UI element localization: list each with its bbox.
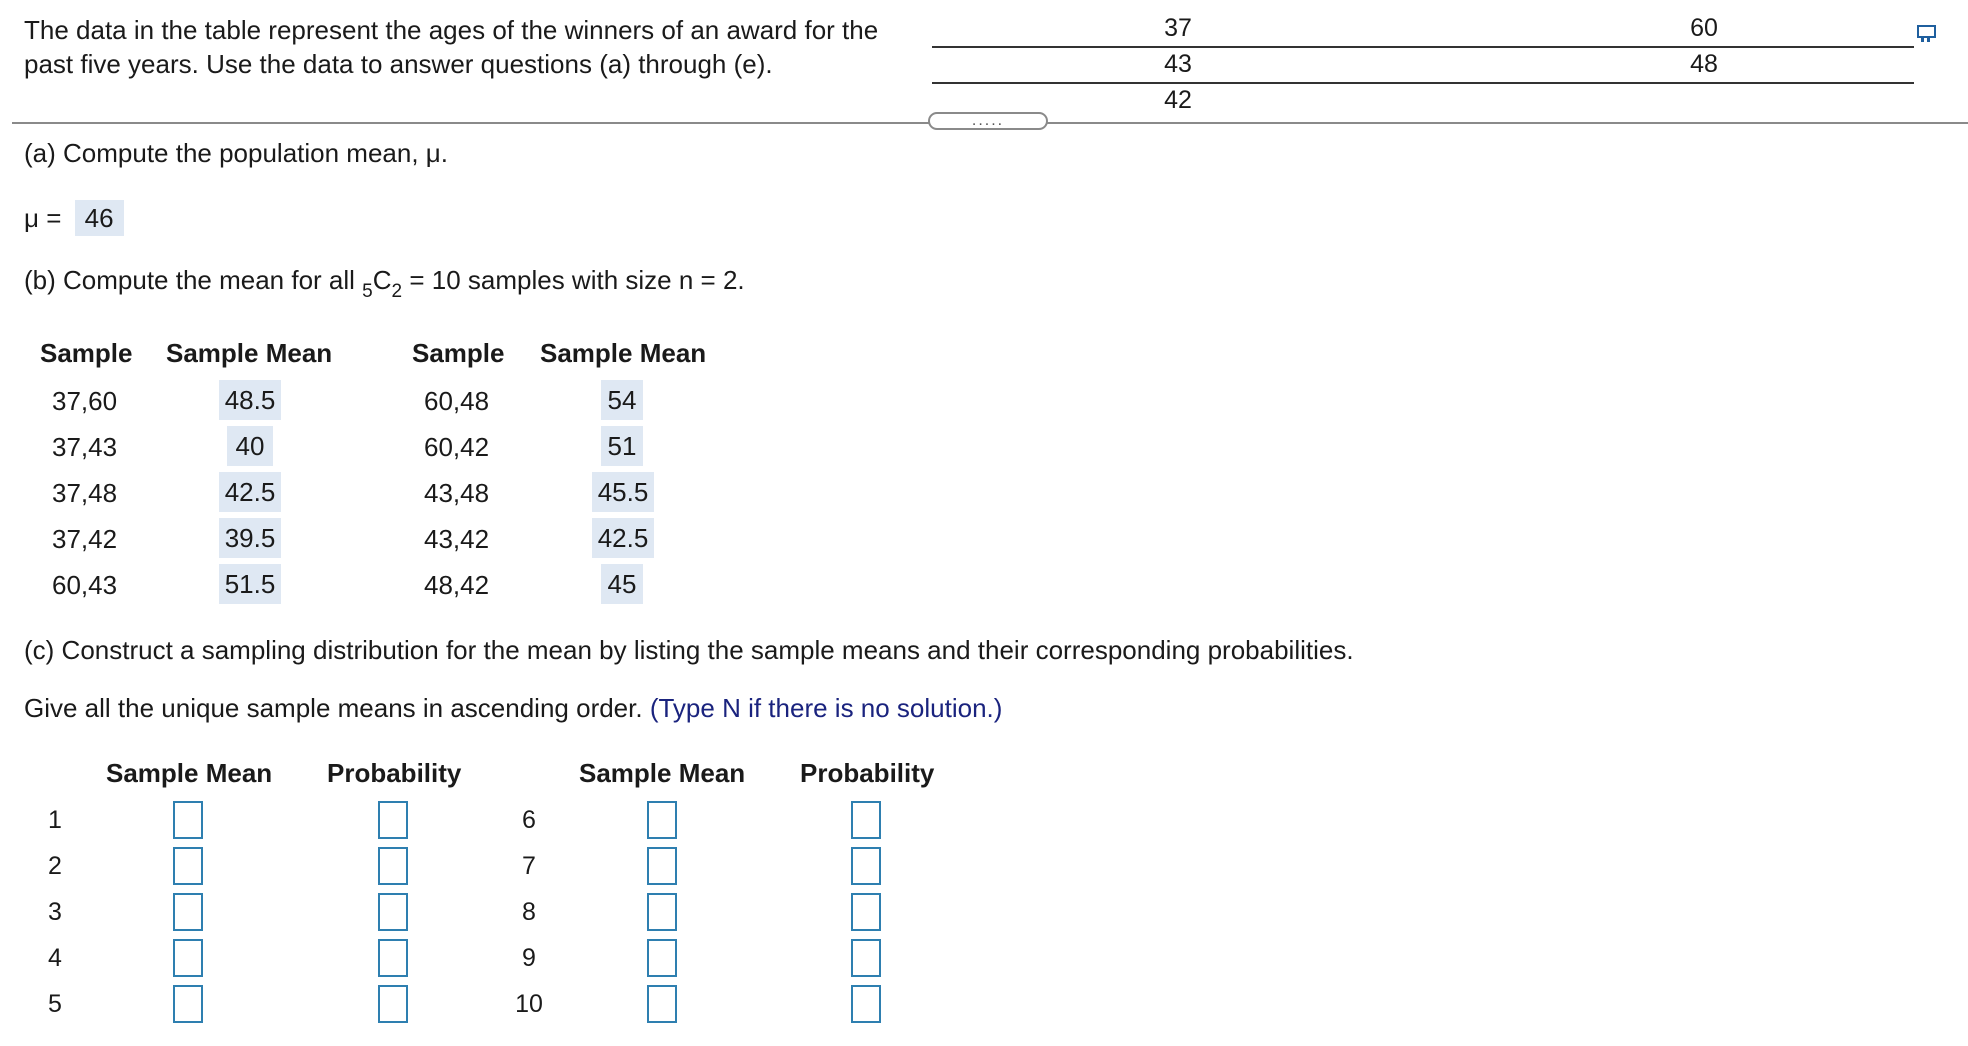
row-number: 3 — [48, 898, 62, 926]
sample-mean-answer[interactable]: 48.5 — [219, 380, 281, 420]
sample-mean-answer[interactable]: 51 — [601, 426, 643, 466]
col-header-sample-mean: Sample Mean — [166, 338, 333, 368]
col-header-probability: Probability — [800, 758, 935, 788]
probability-input[interactable] — [851, 893, 881, 931]
expand-collapse-button[interactable]: ..... — [928, 112, 1048, 130]
sample-mean-answer[interactable]: 45 — [601, 564, 643, 604]
data-cell: 43 — [1164, 50, 1192, 78]
sample-mean-answer[interactable]: 51.5 — [219, 564, 281, 604]
probability-input[interactable] — [851, 985, 881, 1023]
part-a-answer — [24, 200, 124, 236]
sample-mean-input[interactable] — [173, 801, 203, 839]
row-number: 8 — [522, 898, 536, 926]
probability-input[interactable] — [378, 985, 408, 1023]
row-number: 2 — [48, 852, 62, 880]
sample-pair: 60,42 — [424, 432, 490, 462]
sample-mean-answer[interactable]: 40 — [227, 426, 273, 466]
probability-input[interactable] — [378, 939, 408, 977]
row-number: 10 — [515, 990, 543, 1018]
sample-mean-input[interactable] — [647, 893, 677, 931]
col-header-sample-mean: Sample Mean — [540, 338, 707, 368]
sample-mean-answer[interactable]: 39.5 — [219, 518, 281, 558]
sample-pair: 48,42 — [424, 570, 490, 600]
sample-mean-answer[interactable]: 42.5 — [592, 518, 654, 558]
answer-hint: (Type N if there is no solution.) — [649, 693, 1003, 723]
sample-pair: 37,60 — [52, 386, 118, 416]
probability-input[interactable] — [851, 801, 881, 839]
sample-mean-input[interactable] — [173, 985, 203, 1023]
combination-n: 5 — [362, 281, 373, 302]
sample-mean-input[interactable] — [173, 847, 203, 885]
data-row — [932, 12, 1914, 48]
sample-mean-answer[interactable]: 42.5 — [219, 472, 281, 512]
part-a-question: (a) Compute the population mean, μ. — [24, 138, 448, 168]
part-c-instruction — [24, 692, 1002, 724]
probability-input[interactable] — [378, 801, 408, 839]
row-number: 1 — [48, 806, 62, 834]
instruction-text: Give all the unique sample means in ascending order. — [24, 693, 643, 723]
col-header-probability: Probability — [327, 758, 462, 788]
data-cell: 42 — [1164, 86, 1192, 114]
col-header-sample: Sample — [40, 338, 133, 368]
sample-mean-input[interactable] — [647, 801, 677, 839]
sample-pair: 43,48 — [424, 478, 490, 508]
data-cell: 60 — [1690, 14, 1718, 42]
probability-input[interactable] — [378, 893, 408, 931]
sample-mean-input[interactable] — [173, 939, 203, 977]
col-header-sample: Sample — [412, 338, 505, 368]
combination-letter: C — [372, 265, 392, 295]
combination-k: 2 — [391, 281, 403, 302]
copy-data-icon[interactable] — [1916, 22, 1938, 44]
sample-pair: 37,48 — [52, 478, 118, 508]
sample-mean-input[interactable] — [173, 893, 203, 931]
col-header-sample-mean: Sample Mean — [106, 758, 273, 788]
part-b-suffix: = 10 samples with size n = 2. — [409, 265, 745, 295]
sample-pair: 60,43 — [52, 570, 118, 600]
sample-pair: 60,48 — [424, 386, 490, 416]
part-b-prefix: (b) Compute the mean for all — [24, 265, 355, 295]
probability-input[interactable] — [378, 847, 408, 885]
sample-mean-answer[interactable]: 45.5 — [592, 472, 654, 512]
col-header-sample-mean: Sample Mean — [579, 758, 746, 788]
row-number: 7 — [522, 852, 536, 880]
sample-mean-input[interactable] — [647, 939, 677, 977]
ages-data-table — [932, 12, 1914, 118]
mu-answer-field[interactable]: 46 — [75, 200, 124, 236]
row-number: 9 — [522, 944, 536, 972]
sample-pair: 37,42 — [52, 524, 118, 554]
sample-mean-answer[interactable]: 54 — [601, 380, 643, 420]
mu-label: μ = — [24, 203, 62, 233]
data-row — [932, 48, 1914, 84]
data-cell: 37 — [1164, 14, 1192, 42]
intro-line-2: past five years. Use the data to answer questions (a) through (e). — [24, 49, 773, 79]
sample-mean-input[interactable] — [647, 985, 677, 1023]
row-number: 5 — [48, 990, 62, 1018]
intro-line-1: The data in the table represent the ages of the winners of an award for the — [24, 15, 879, 45]
sample-pair: 37,43 — [52, 432, 118, 462]
part-b-question — [24, 264, 745, 300]
sample-mean-input[interactable] — [647, 847, 677, 885]
data-cell: 48 — [1690, 50, 1718, 78]
probability-input[interactable] — [851, 939, 881, 977]
probability-input[interactable] — [851, 847, 881, 885]
part-c-question: (c) Construct a sampling distribution for the mean by listing the sample means and their corresponding probabilities. — [24, 635, 1354, 665]
row-number: 6 — [522, 806, 536, 834]
sample-pair: 43,42 — [424, 524, 490, 554]
problem-intro — [24, 13, 904, 81]
row-number: 4 — [48, 944, 62, 972]
